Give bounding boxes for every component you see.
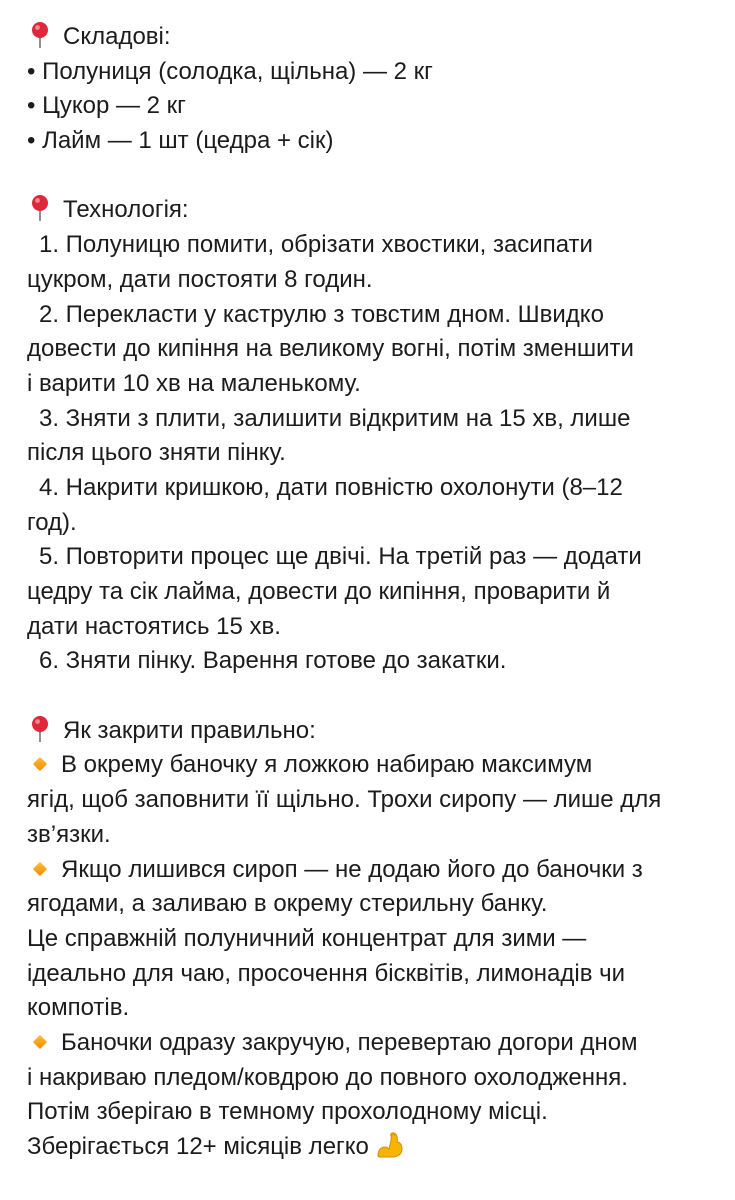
step-line xyxy=(27,298,717,333)
ingredient-item: • Лайм — 1 шт (цедра + сік) xyxy=(27,127,334,155)
ingredients-heading xyxy=(27,20,717,55)
tip-line: ягід, щоб заповнити її щільно. Трохи сиропу — лише для xyxy=(27,786,662,814)
technology-heading xyxy=(27,193,717,228)
step-line xyxy=(27,471,717,506)
step-line: після цього зняти пінку. xyxy=(27,439,286,467)
technology-heading-text: Технологія: xyxy=(63,196,189,224)
tip-line: ягодами, а заливаю в окрему стерильну банку. xyxy=(27,890,548,918)
round-pushpin-icon xyxy=(27,21,53,49)
sealing-heading xyxy=(27,714,717,749)
ingredients-heading-text: Складові: xyxy=(63,23,171,50)
step-line xyxy=(27,228,717,263)
tip-line xyxy=(27,853,717,888)
round-pushpin-icon xyxy=(27,194,53,222)
tip-line: Це справжній полуничний концентрат для зими — xyxy=(27,924,587,952)
tip-line: компотів. xyxy=(27,994,130,1022)
tip-line: і накриваю пледом/ковдрою до повного охолодження. xyxy=(27,1063,628,1091)
tip-line xyxy=(27,748,717,783)
step-text: 1. Полуницю помити, обрізати хвостики, засипати xyxy=(39,231,593,259)
step-line: год). xyxy=(27,508,77,536)
orange-diamond-icon xyxy=(33,1035,47,1049)
step-text: 4. Накрити кришкою, дати повністю охолонути (8–12 xyxy=(39,473,623,501)
ingredient-item: • Цукор — 2 кг xyxy=(27,92,186,120)
orange-diamond-icon xyxy=(33,861,47,875)
step-line: цедру та сік лайма, довести до кипіння, проварити й xyxy=(27,578,611,605)
tip-line: зв’язки. xyxy=(27,820,111,848)
step-text: 5. Повторити процес ще двічі. На третій раз — додати xyxy=(39,543,642,571)
tip-line xyxy=(27,1130,717,1165)
tip-text: Якщо лишився сироп — не додаю його до баночки з xyxy=(61,855,643,883)
step-text: 2. Перекласти у каструлю з товстим дном. Швидко xyxy=(39,300,604,328)
step-line: цукром, дати постояти 8 годин. xyxy=(27,265,373,293)
tip-text: В окрему баночку я ложкою набираю максимум xyxy=(61,751,593,779)
step-line: і варити 10 хв на маленькому. xyxy=(27,369,361,397)
step-line xyxy=(27,402,717,437)
section-spacer xyxy=(27,679,717,714)
step-line xyxy=(27,540,717,575)
step-text: 3. Зняти з плити, залишити відкритим на 15 хв, лише xyxy=(39,404,631,432)
step-line: довести до кипіння на великому вогні, потім зменшити xyxy=(27,335,634,363)
tip-text: Зберігається 12+ місяців легко xyxy=(27,1133,369,1160)
ingredient-item: • Полуниця (солодка, щільна) — 2 кг xyxy=(27,57,433,85)
step-line xyxy=(27,644,717,679)
recipe-text xyxy=(27,20,717,1165)
flexed-biceps-icon xyxy=(375,1130,405,1160)
tip-line: Потім зберігаю в темному прохолодному місці. xyxy=(27,1098,548,1126)
tip-text: Баночки одразу закручую, перевертаю догори дном xyxy=(61,1028,638,1056)
sealing-heading-text: Як закрити правильно: xyxy=(63,716,316,744)
section-spacer xyxy=(27,159,717,194)
tip-line xyxy=(27,1026,717,1061)
tip-line: ідеально для чаю, просочення бісквітів, лимонадів чи xyxy=(27,959,626,987)
step-line: дати настоятись 15 хв. xyxy=(27,612,281,640)
round-pushpin-icon xyxy=(27,715,53,743)
step-text: 6. Зняти пінку. Варення готове до закатки. xyxy=(39,647,507,675)
orange-diamond-icon xyxy=(33,757,47,771)
